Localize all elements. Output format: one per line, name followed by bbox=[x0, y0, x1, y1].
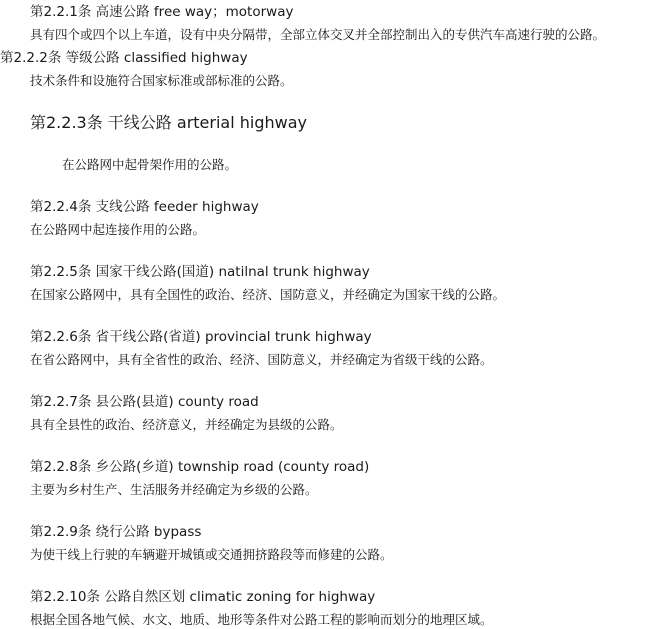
section-heading-2-2-6: 第2.2.6条 省干线公路(省道) provincial trunk highway bbox=[30, 329, 372, 345]
section-text-2-2-9: 为使干线上行驶的车辆避开城镇或交通拥挤路段等而修建的公路。 bbox=[30, 547, 393, 562]
section-heading-2-2-4: 第2.2.4条 支线公路 feeder highway bbox=[30, 199, 259, 215]
section-text-2-2-8: 主要为乡村生产、生活服务并经确定为乡级的公路。 bbox=[30, 482, 318, 497]
section-text-2-2-7: 具有全县性的政治、经济意义，并经确定为县级的公路。 bbox=[30, 417, 343, 432]
section-heading-2-2-3: 第2.2.3条 干线公路 arterial highway bbox=[30, 113, 307, 132]
section-text-2-2-1: 具有四个或四个以上车道，设有中央分隔带，全部立体交叉并全部控制出入的专供汽车高速行驶的公路。 bbox=[30, 27, 606, 42]
section-text-2-2-2: 技术条件和设施符合国家标准或部标准的公路。 bbox=[30, 73, 293, 88]
section-heading-2-2-7: 第2.2.7条 县公路(县道) county road bbox=[30, 394, 259, 410]
section-heading-2-2-2: 第2.2.2条 等级公路 classified highway bbox=[0, 50, 248, 66]
section-text-2-2-5: 在国家公路网中，具有全国性的政治、经济、国防意义，并经确定为国家干线的公路。 bbox=[30, 287, 506, 302]
section-text-2-2-6: 在省公路网中，具有全省性的政治、经济、国防意义，并经确定为省级干线的公路。 bbox=[30, 352, 493, 367]
section-heading-2-2-8: 第2.2.8条 乡公路(乡道) township road (county road) bbox=[30, 459, 370, 475]
section-text-2-2-10: 根据全国各地气候、水文、地质、地形等条件对公路工程的影响而划分的地理区域。 bbox=[30, 612, 493, 627]
section-heading-2-2-5: 第2.2.5条 国家干线公路(国道) natilnal trunk highway bbox=[30, 264, 370, 280]
section-heading-2-2-1: 第2.2.1条 高速公路 free way；motorway bbox=[30, 4, 294, 20]
section-text-2-2-4: 在公路网中起连接作用的公路。 bbox=[30, 222, 206, 237]
section-heading-2-2-10: 第2.2.10条 公路自然区划 climatic zoning for highway bbox=[30, 589, 376, 605]
section-heading-2-2-9: 第2.2.9条 绕行公路 bypass bbox=[30, 524, 202, 540]
section-text-2-2-3: 在公路网中起骨架作用的公路。 bbox=[62, 157, 238, 172]
